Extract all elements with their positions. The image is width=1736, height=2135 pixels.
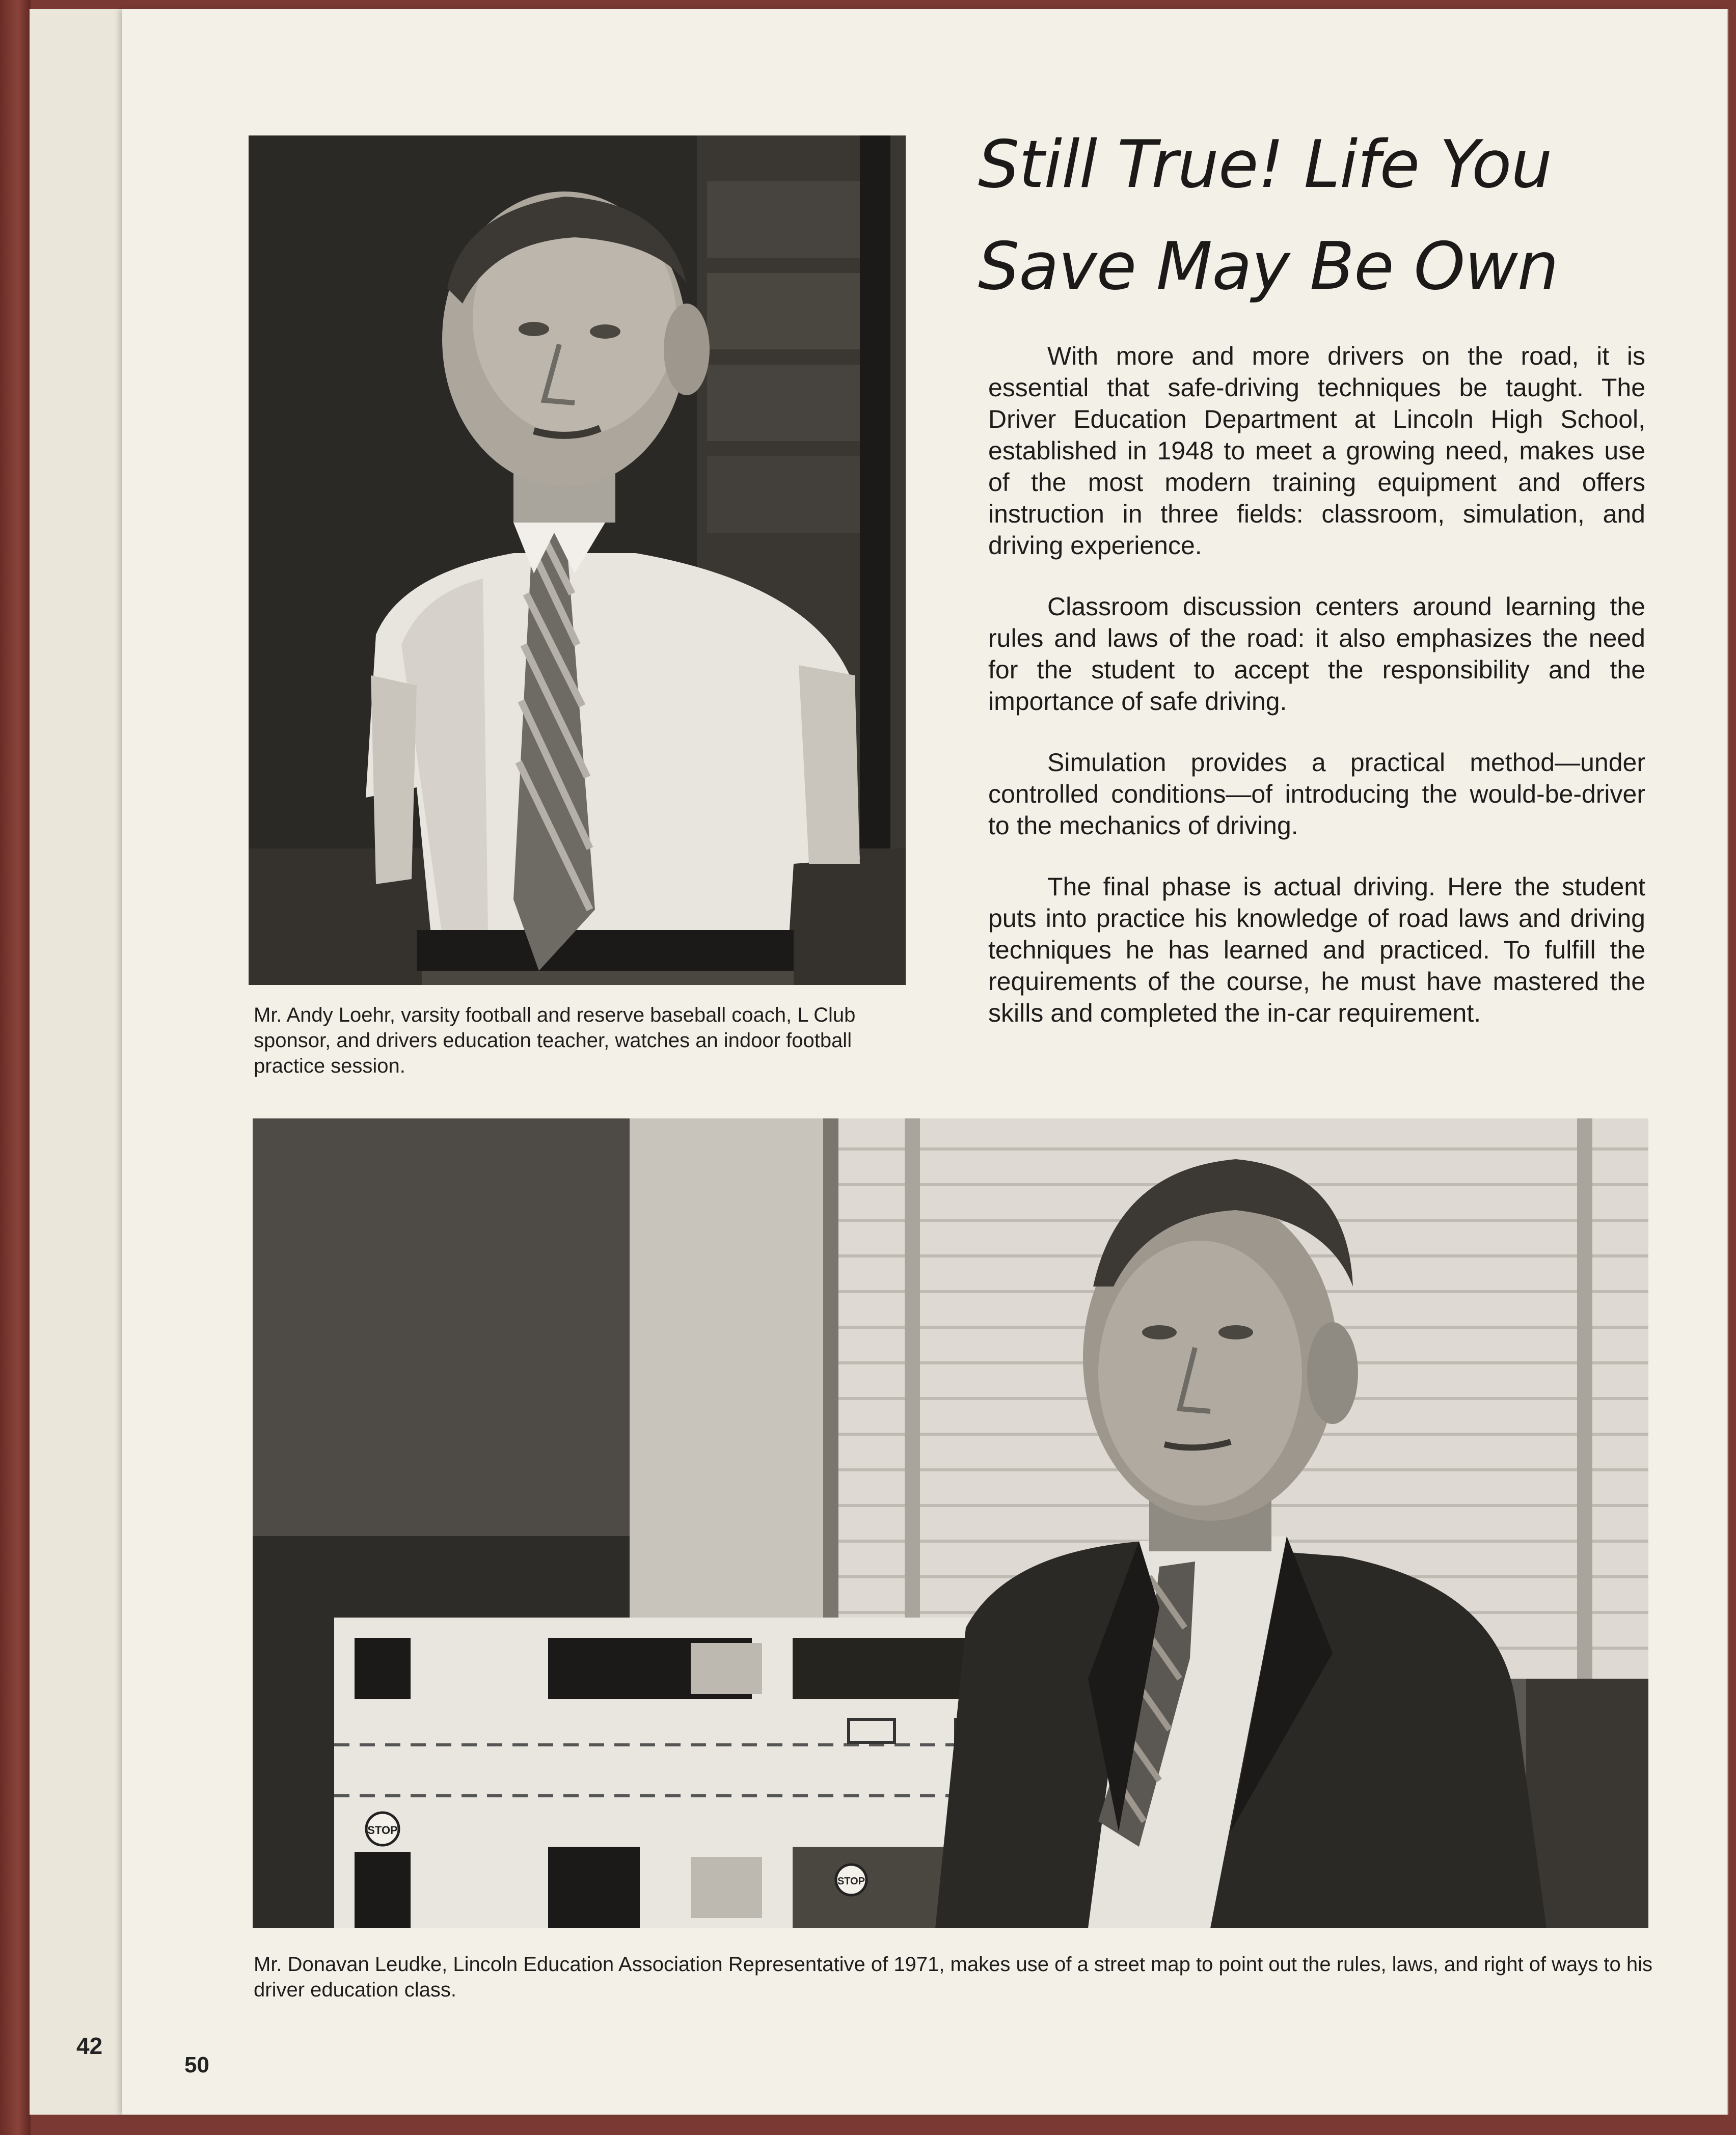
underlying-page-number: 42 [76,2033,103,2059]
map-stop-sign-right: STOP [837,1876,865,1887]
article-paragraph: The final phase is actual driving. Here the student puts into practice his knowledge of road laws and driving techniques he has learned and practiced. To fulfill the requirements of the course, he must have mastered the skills and completed the in-car requirement. [988,872,1645,1027]
top-photo-caption: Mr. Andy Loehr, varsity football and reserve baseball coach, L Club sponsor, and drivers education teacher, watches an indoor football practice session. [254,1004,856,1077]
page-number: 50 [184,2052,209,2077]
bottom-photo-caption: Mr. Donavan Leudke, Lincoln Education Association Representative of 1971, makes use of a street map to point out the rules, laws, and right of ways to his driver education class. [254,1953,1653,2001]
article-paragraph: Simulation provides a practical method—under controlled conditions—of introducing the would-be-driver to the mechanics of driving. [988,748,1645,840]
article-paragraph: With more and more drivers on the road, it is essential that safe-driving techniques be taught. The Driver Education Department at Lincoln High School, established in 1948 to meet a growing need, makes use of the most modern training equipment and offers instruction in three fields: classroom, simulation, and driving experience. [988,342,1645,560]
book-cover-edge [0,0,31,2135]
article-body [988,340,1645,1058]
photo-andy-loehr [249,135,906,985]
map-stop-sign-left: STOP [367,1824,398,1837]
photo-donavan-leudke [253,1118,1648,1928]
headline-line-1: Still True! Life You [978,127,1552,203]
article-paragraph: Classroom discussion centers around learning the rules and laws of the road: it also emphasizes the need for the student to accept the responsibility and the importance of safe driving. [988,592,1645,716]
article-headline [978,114,1691,318]
headline-line-2: Save May Be Own [978,229,1558,305]
